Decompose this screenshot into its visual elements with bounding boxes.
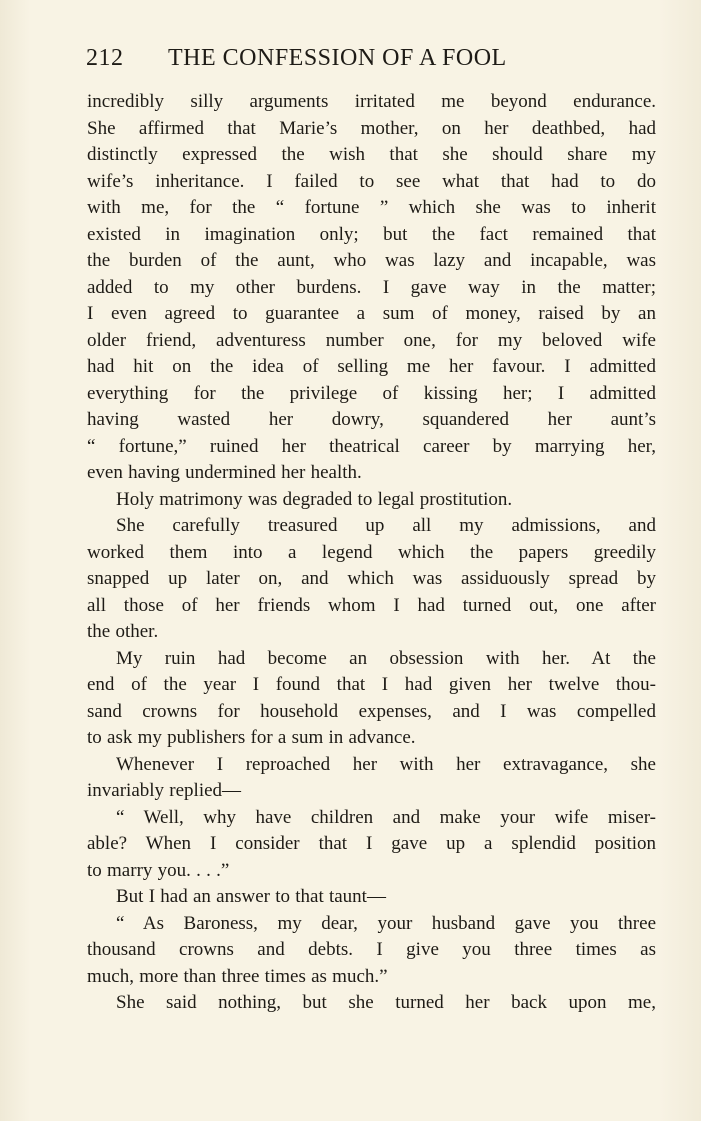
text-line: even having undermined her health. — [87, 462, 362, 483]
text-line: with me, for the “ fortune ” which she was to inherit — [87, 197, 656, 218]
text-line: having wasted her dowry, squandered her aunt’s — [87, 409, 656, 430]
text-line: But I had an answer to that taunt— — [116, 886, 386, 907]
text-line: distinctly expressed the wish that she should share my — [87, 144, 656, 165]
text-line: “ fortune,” ruined her theatrical career by marrying her, — [87, 435, 656, 457]
text-line: all those of her friends whom I had turned out, one after — [87, 594, 656, 616]
text-line: much, more than three times as much.” — [87, 965, 388, 987]
text-line: She affirmed that Marie’s mother, on her deathbed, had — [87, 117, 656, 139]
text-line: able? When I consider that I gave up a splendid position — [87, 833, 656, 854]
text-line: Whenever I reproached her with her extravagance, she — [116, 753, 656, 775]
text-line: thousand crowns and debts. I give you three times as — [87, 939, 656, 960]
text-line: existed in imagination only; but the fact remained that — [87, 223, 656, 245]
text-line: wife’s inheritance. I failed to see what that had to do — [87, 170, 656, 192]
text-line: end of the year I found that I had given her twelve thou- — [87, 674, 656, 695]
text-line: I even agreed to guarantee a sum of money, raised by an — [87, 303, 656, 324]
text-line: invariably replied— — [87, 780, 242, 801]
text-line: everything for the privilege of kissing her; I admitted — [87, 382, 656, 404]
page-header — [86, 42, 656, 74]
text-line: added to my other burdens. I gave way in the matter; — [87, 276, 656, 298]
page-number: 212 — [86, 45, 124, 71]
body-text — [87, 89, 656, 1017]
text-line: She said nothing, but she turned her back upon me, — [116, 992, 656, 1013]
text-line: snapped up later on, and which was assiduously spread by — [87, 568, 656, 589]
text-line: “ As Baroness, my dear, your husband gave you three — [116, 912, 656, 934]
text-line: to marry you. . . .” — [87, 859, 230, 881]
text-line: incredibly silly arguments irritated me beyond endurance. — [87, 91, 656, 112]
running-title: THE CONFESSION OF A FOOL — [168, 45, 507, 71]
text-line: Holy matrimony was degraded to legal prostitution. — [116, 488, 513, 510]
text-line: worked them into a legend which the papers greedily — [87, 541, 656, 563]
text-line: My ruin had become an obsession with her. At the — [116, 647, 656, 669]
text-line: the other. — [87, 621, 159, 642]
text-line: to ask my publishers for a sum in advance. — [87, 727, 416, 748]
text-line: “ Well, why have children and make your wife miser- — [116, 806, 656, 828]
text-line: She carefully treasured up all my admissions, and — [116, 515, 656, 536]
text-line: sand crowns for household expenses, and I was compelled — [87, 700, 656, 722]
text-line: older friend, adventuress number one, for my beloved wife — [87, 329, 656, 351]
text-line: had hit on the idea of selling me her favour. I admitted — [87, 356, 656, 377]
text-line: the burden of the aunt, who was lazy and incapable, was — [87, 250, 656, 271]
